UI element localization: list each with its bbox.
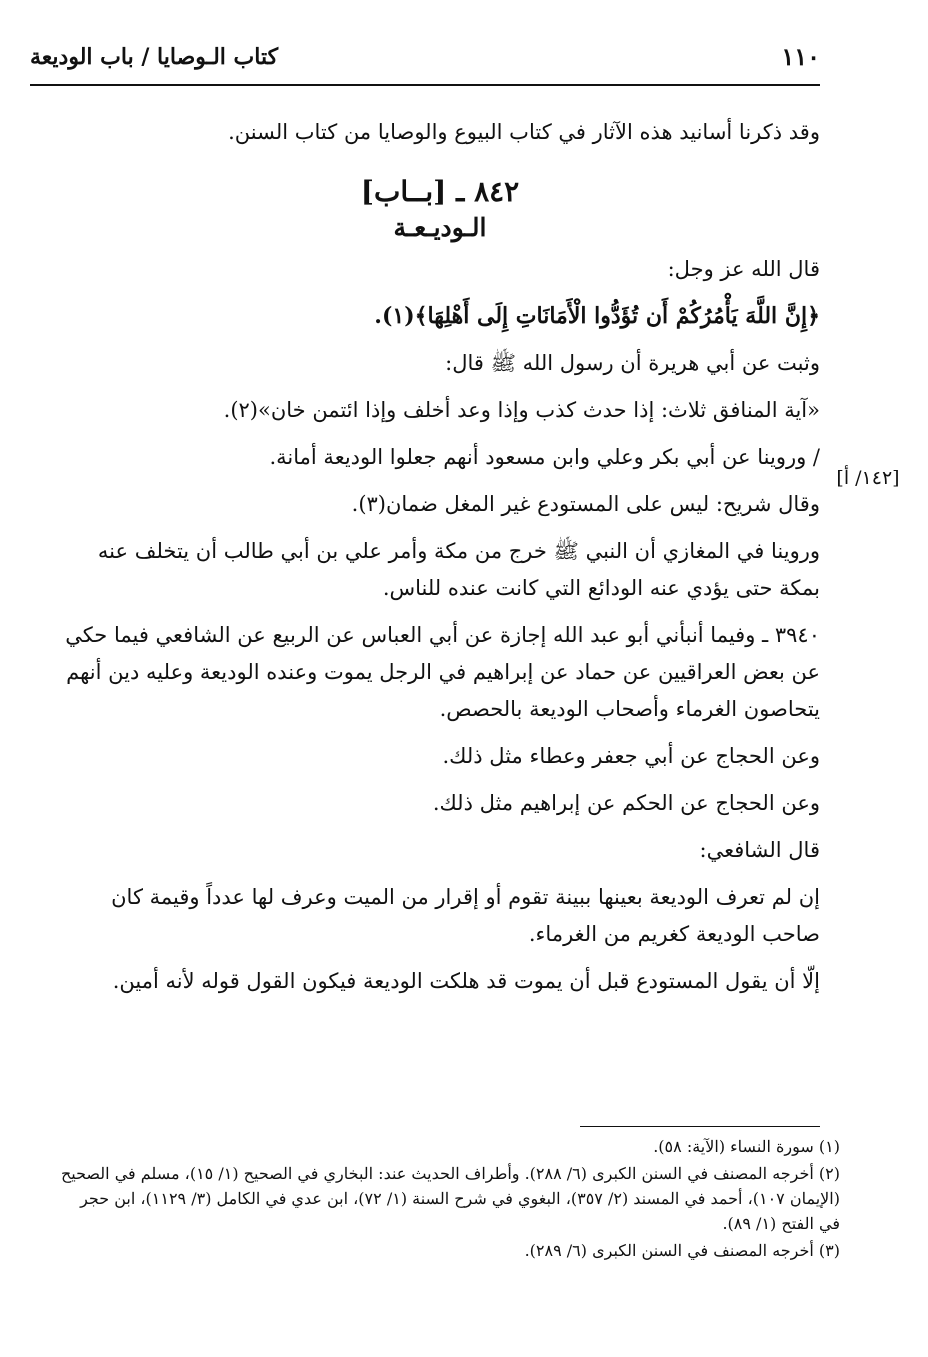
chapter-title: الـوديـعـة <box>393 213 487 242</box>
paragraph: وقال شريح: ليس على المستودع غير المغل ضمان(٣). <box>351 492 820 516</box>
paragraph: / وروينا عن أبي بكر وعلي وابن مسعود أنهم جعلوا الوديعة أمانة. <box>269 445 820 469</box>
paragraph: وثبت عن أبي هريرة أن رسول الله ﷺ قال: <box>445 351 820 375</box>
quran-verse: ﴿إِنَّ اللَّهَ يَأْمُرُكُمْ أَن تُؤَدُّوا الْأَمَانَاتِ إِلَى أَهْلِهَا﴾(١). <box>374 303 820 329</box>
footnote-divider <box>580 1126 820 1127</box>
footnote: (٢) أخرجه المصنف في السنن الكبرى (٦/ ٢٨٨). وأطراف الحديث عند: البخاري في الصحيح (١/ ١٥)، مسلم في الصحيح (الإيمان ١٠٧)، أحمد في المسند (٢/ ٣٥٧)، البغوي في شرح السنة (١/ ٧٢)، ابن عدي في الكامل (٣/ ١١٢٩)، ابن حجر في الفتح (١/ ٨٩). <box>60 1164 840 1233</box>
main-text <box>60 114 820 1010</box>
hadith-quote: «آية المنافق ثلاث: إذا حدث كذب وإذا وعد أخلف وإذا ائتمن خان»(٢). <box>223 398 820 422</box>
paragraph: إلّا أن يقول المستودع قبل أن يموت قد هلكت الوديعة فيكون القول قوله لأنه أمين. <box>112 969 820 993</box>
chapter-number: ٨٤٢ ـ [بــاب] <box>360 175 520 208</box>
chapter-heading <box>60 173 820 245</box>
intro-paragraph: وقد ذكرنا أسانيد هذه الآثار في كتاب البيوع والوصايا من كتاب السنن. <box>228 120 820 144</box>
numbered-report: ٣٩٤٠ ـ وفيما أنبأني أبو عبد الله إجازة عن أبي العباس عن الربيع عن الشافعي فيما حكي عن بعض العراقيين عن حماد عن إبراهيم في الرجل يموت وعنده الوديعة وعليه دين أنهم يتحاصون الغرماء وأصحاب الوديعة بالحصص. <box>65 623 820 721</box>
paragraph: وروينا في المغازي أن النبي ﷺ خرج من مكة وأمر علي بن أبي طالب أن يتخلف عنه بمكة حتى يؤدي عنه الودائع التي كانت عنده للناس. <box>97 539 820 600</box>
running-header <box>30 40 820 86</box>
paragraph: وعن الحجاج عن الحكم عن إبراهيم مثل ذلك. <box>432 791 820 815</box>
page-number: ١١٠ <box>781 42 820 71</box>
footnote: (١) سورة النساء (الآية: ٥٨). <box>653 1137 840 1156</box>
footnote: (٣) أخرجه المصنف في السنن الكبرى (٦/ ٢٨٩). <box>524 1241 840 1260</box>
manuscript-folio-note: [١٤٢/ أ] <box>836 467 900 489</box>
paragraph: وعن الحجاج عن أبي جعفر وعطاء مثل ذلك. <box>442 744 820 768</box>
paragraph: إن لم تعرف الوديعة بعينها ببينة تقوم أو إقرار من الميت وعرف لها عدداً وقيمة كان صاحب الوديعة كغريم من الغرماء. <box>111 885 820 946</box>
running-title: كتاب الـوصايا / باب الوديعة <box>30 44 279 70</box>
footnotes <box>60 1134 840 1265</box>
paragraph: قال الله عز وجل: <box>667 257 820 281</box>
paragraph: قال الشافعي: <box>699 838 820 862</box>
